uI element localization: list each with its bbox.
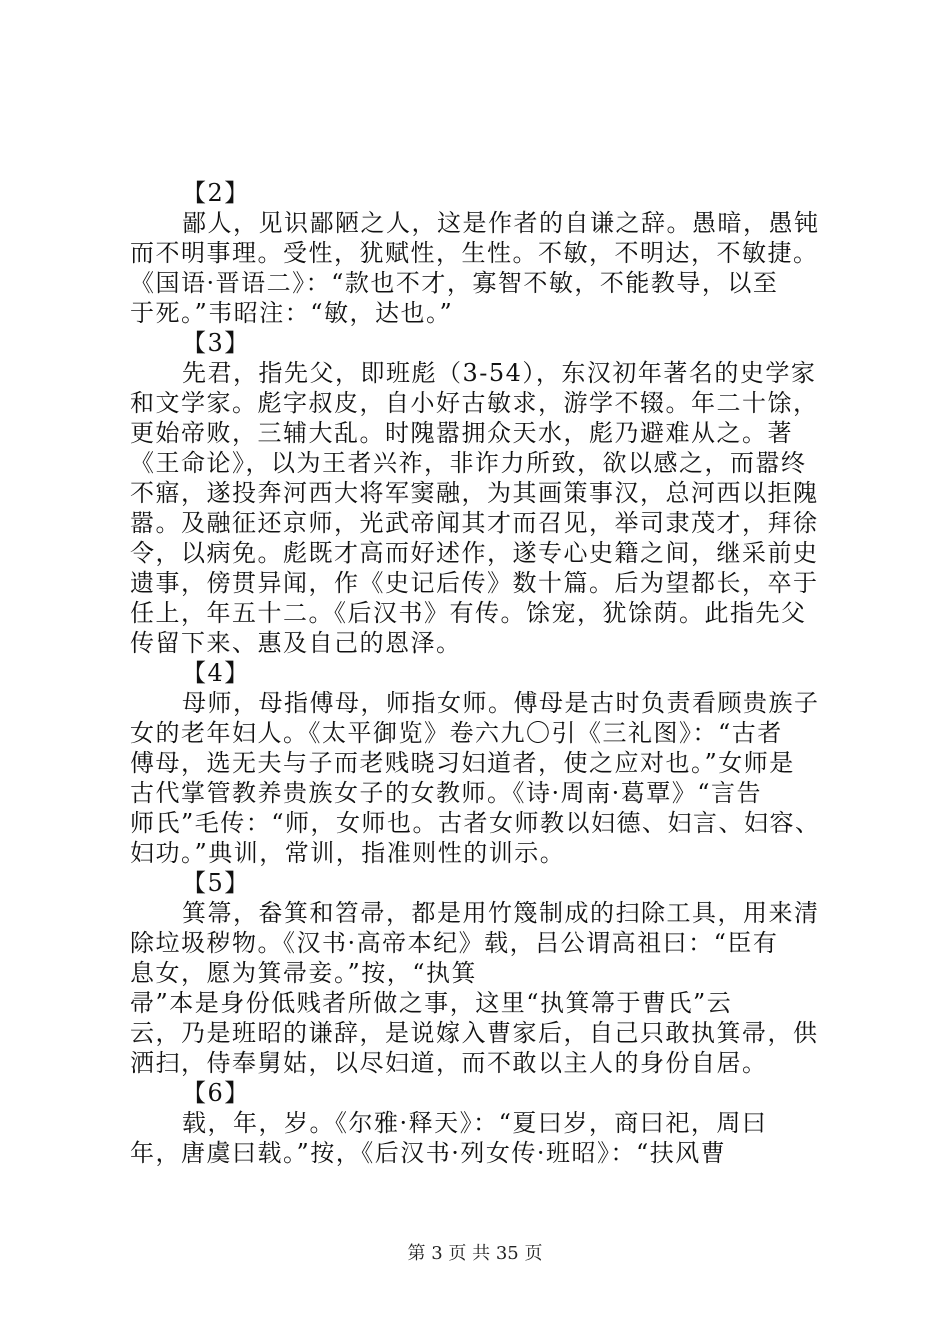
note-5-line-3: 息女，愿为箕帚妾。”按，“执箕 — [130, 959, 478, 987]
note-3-line-3: 更始帝败，三辅大乱。时隗嚣拥众天水，彪乃避难从之。著 — [130, 419, 793, 447]
note-5-line-5: 云，乃是班昭的谦辞，是说嫁入曹家后，自己只敢执箕帚，供 — [130, 1019, 819, 1047]
note-5-line-6: 洒扫，侍奉舅姑，以尽妇道，而不敢以主人的身份自居。 — [130, 1049, 768, 1077]
note-6-line-1: 载，年，岁。《尔雅·释天》：“夏曰岁，商曰祀，周曰 — [182, 1109, 768, 1137]
note-marker-6: 【6】 — [182, 1079, 250, 1107]
page-number-footer: 第 3 页 共 35 页 — [407, 1243, 543, 1264]
note-3-line-6: 嚣。及融征还京师，光武帝闻其才而召见，举司隶茂才，拜徐 — [130, 509, 819, 537]
note-3-line-5: 不寤，遂投奔河西大将军窦融，为其画策事汉，总河西以拒隗 — [130, 479, 819, 507]
note-3-line-2: 和文学家。彪字叔皮，自小好古敏求，游学不辍。年二十馀， — [130, 389, 819, 417]
note-2-line-2: 而不明事理。受性，犹赋性，生性。不敏，不明达，不敏捷。 — [130, 239, 819, 267]
note-4-line-6: 妇功。”典训，常训，指准则性的训示。 — [130, 839, 566, 867]
note-5-line-2: 除垃圾秽物。《汉书·高帝本纪》载，吕公谓高祖曰：“臣有 — [130, 929, 779, 957]
note-4-line-3: 傅母，选无夫与子而老贱晓习妇道者，使之应对也。”女师是 — [130, 749, 795, 777]
note-4-line-4: 古代掌管教养贵族女子的女教师。《诗·周南·葛覃》“言告 — [130, 779, 763, 807]
note-5-line-1: 箕箒，畚箕和笤帚，都是用竹篾制成的扫除工具，用来清 — [182, 899, 820, 927]
note-6-line-2: 年，唐虞曰载。”按，《后汉书·列女传·班昭》：“扶风曹 — [130, 1139, 727, 1167]
note-5-line-4: 帚”本是身份低贱者所做之事，这里“执箕箒于曹氏”云 — [130, 989, 733, 1017]
note-2-line-4: 于死。”韦昭注：“敏，达也。” — [130, 299, 454, 327]
note-3-line-4: 《王命论》，以为王者兴祚，非诈力所致，欲以感之，而嚣终 — [130, 449, 807, 477]
note-marker-5: 【5】 — [182, 869, 250, 897]
note-marker-2: 【2】 — [182, 179, 250, 207]
note-2-line-3: 《国语·晋语二》：“款也不才，寡智不敏，不能教导，以至 — [130, 269, 779, 297]
note-4-line-2: 女的老年妇人。《太平御览》卷六九〇引《三礼图》：“古者 — [130, 719, 783, 747]
note-4-line-5: 师氏”毛传：“师，女师也。古者女师教以妇德、妇言、妇容、 — [130, 809, 821, 837]
note-3-line-7: 令，以病免。彪既才高而好述作，遂专心史籍之间，继采前史 — [130, 539, 819, 567]
note-3-line-8: 遗事，傍贯异闻，作《史记后传》数十篇。后为望都长，卒于 — [130, 569, 819, 597]
note-3-line-9: 任上，年五十二。《后汉书》有传。馀宠，犹馀荫。此指先父 — [130, 599, 807, 627]
note-3-line-1: 先君，指先父，即班彪（3-54），东汉初年著名的史学家 — [182, 359, 817, 387]
note-3-line-10: 传留下来、惠及自己的恩泽。 — [130, 629, 462, 657]
note-marker-4: 【4】 — [182, 659, 250, 687]
note-2-line-1: 鄙人，见识鄙陋之人，这是作者的自谦之辞。愚暗，愚钝 — [182, 209, 820, 237]
note-4-line-1: 母师，母指傅母，师指女师。傅母是古时负责看顾贵族子 — [182, 689, 820, 717]
note-marker-3: 【3】 — [182, 329, 250, 357]
